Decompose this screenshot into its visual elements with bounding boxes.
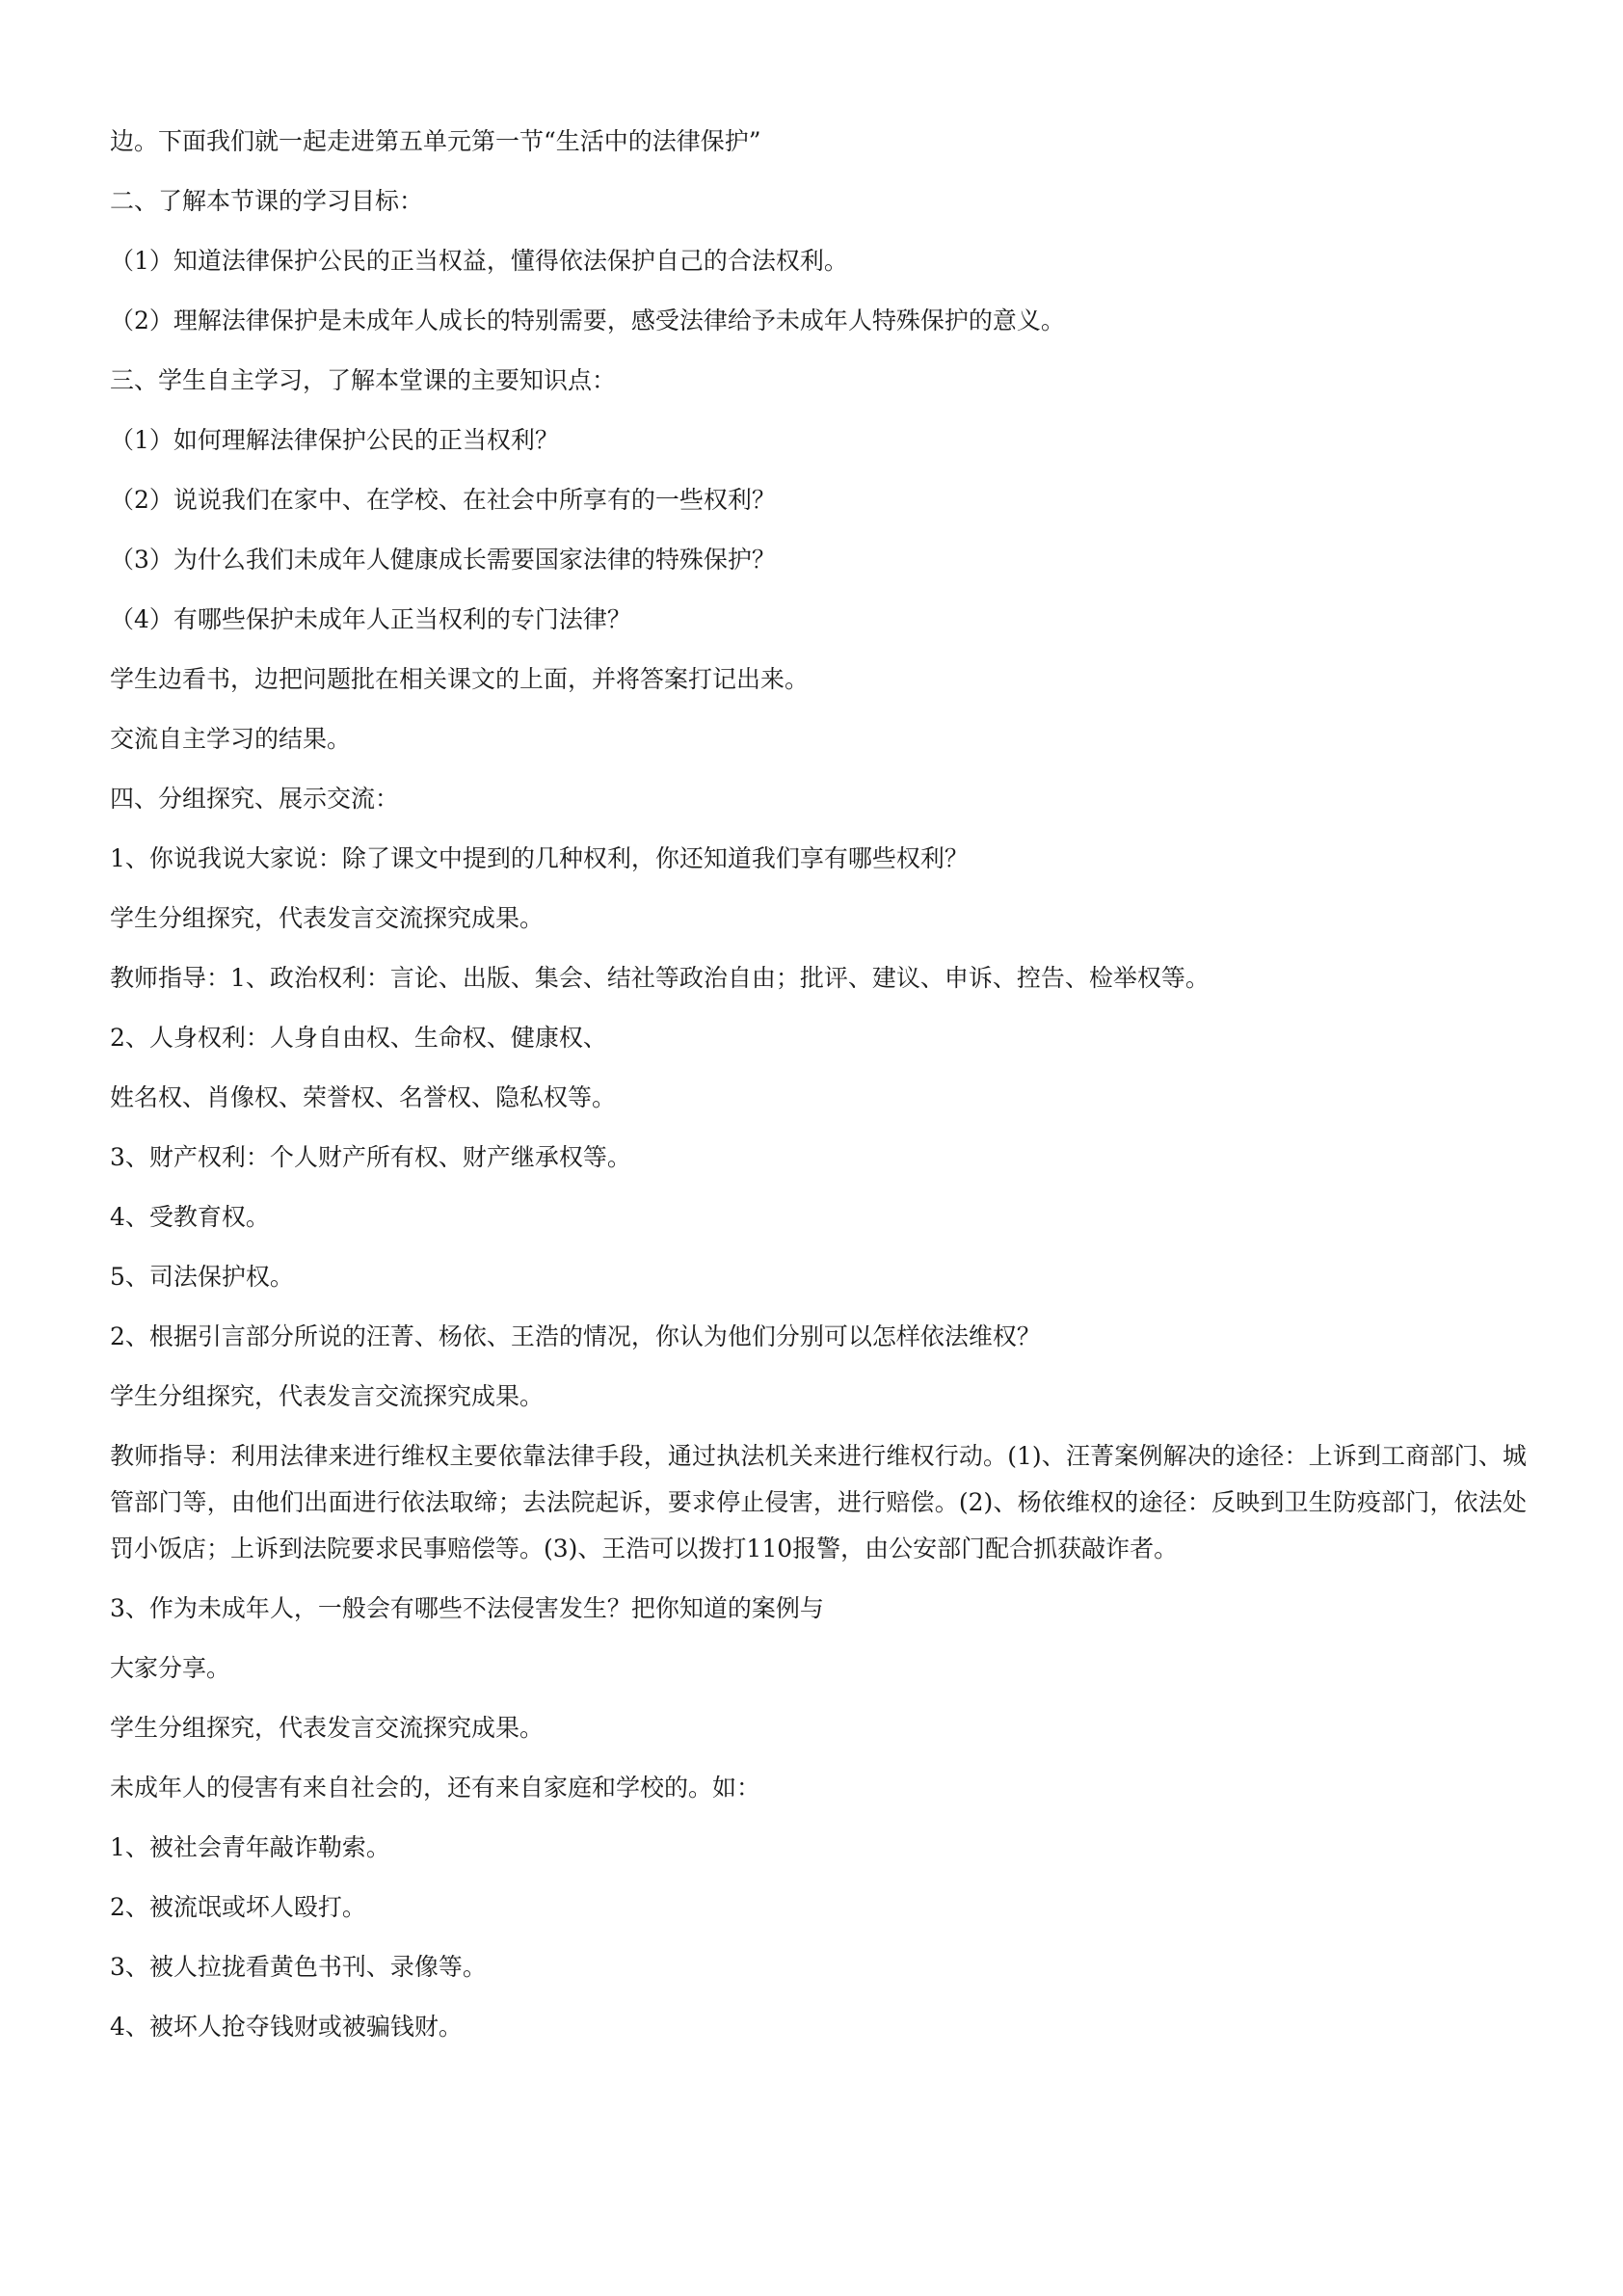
section-heading: 二、了解本节课的学习目标： (110, 187, 424, 215)
text-line: （3）为什么我们未成年人健康成长需要国家法律的特殊保护？ (110, 546, 776, 574)
text-line: 4、受教育权。 (110, 1203, 270, 1231)
text-line: 1、你说我说大家说：除了课文中提到的几种权利，你还知道我们享有哪些权利？ (110, 844, 969, 872)
text-line: 未成年人的侵害有来自社会的，还有来自家庭和学校的。如： (110, 1774, 761, 1802)
document-body (110, 112, 1527, 2057)
text-line: 2、被流氓或坏人殴打。 (110, 1893, 366, 1921)
text-line: （4）有哪些保护未成年人正当权利的专门法律？ (110, 605, 631, 633)
text-line: 4、被坏人抢夺钱财或被骗钱财。 (110, 2013, 463, 2041)
teacher-guidance-paragraph: 教师指导：利用法律来进行维权主要依靠法律手段，通过执法机关来进行维权行动。(1)、汪菁案例解决的途径：上诉到工商部门、城管部门等，由他们出面进行依法取缔；去法院起诉，要求停止侵害，进行赔偿。(2)、杨依维权的途径：反映到卫生防疫部门，依法处罚小饭店；上诉到法院要求民事赔偿等。(3)、王浩可以拨打110报警，由公安部门配合抓获敲诈者。 (110, 1442, 1527, 1562)
section-heading: 四、分组探究、展示交流： (110, 785, 400, 813)
text-line: 交流自主学习的结果。 (110, 725, 352, 753)
text-line: 教师指导：1、政治权利：言论、出版、集会、结社等政治自由；批评、建议、申诉、控告、检举权等。 (110, 964, 1210, 992)
text-line: 3、被人拉拢看黄色书刊、录像等。 (110, 1953, 487, 1981)
text-line: （1）如何理解法律保护公民的正当权利？ (110, 426, 559, 454)
text-line: 2、人身权利：人身自由权、生命权、健康权、 (110, 1024, 607, 1052)
text-line: 5、司法保护权。 (110, 1263, 294, 1291)
text-line: 3、财产权利：个人财产所有权、财产继承权等。 (110, 1143, 631, 1171)
text-line: 学生分组探究，代表发言交流探究成果。 (110, 1714, 545, 1742)
text-line: （2）说说我们在家中、在学校、在社会中所享有的一些权利？ (110, 486, 776, 514)
section-heading: 三、学生自主学习，了解本堂课的主要知识点： (110, 366, 617, 394)
text-line: 1、被社会青年敲诈勒索。 (110, 1833, 390, 1861)
text-line: 2、根据引言部分所说的汪菁、杨依、王浩的情况，你认为他们分别可以怎样依法维权？ (110, 1322, 1041, 1350)
text-line: 学生边看书，边把问题批在相关课文的上面，并将答案打记出来。 (110, 665, 810, 693)
text-line: 大家分享。 (110, 1654, 231, 1682)
text-line: （2）理解法律保护是未成年人成长的特别需要，感受法律给予未成年人特殊保护的意义。 (110, 307, 1065, 334)
text-line: 3、作为未成年人，一般会有哪些不法侵害发生？把你知道的案例与 (110, 1594, 824, 1622)
text-line: 学生分组探究，代表发言交流探究成果。 (110, 1382, 545, 1410)
text-line: 边。下面我们就一起走进第五单元第一节“生活中的法律保护” (110, 127, 761, 155)
text-line: 姓名权、肖像权、荣誉权、名誉权、隐私权等。 (110, 1083, 617, 1111)
text-line: （1）知道法律保护公民的正当权益，懂得依法保护自己的合法权利。 (110, 247, 848, 275)
text-line: 学生分组探究，代表发言交流探究成果。 (110, 904, 545, 932)
